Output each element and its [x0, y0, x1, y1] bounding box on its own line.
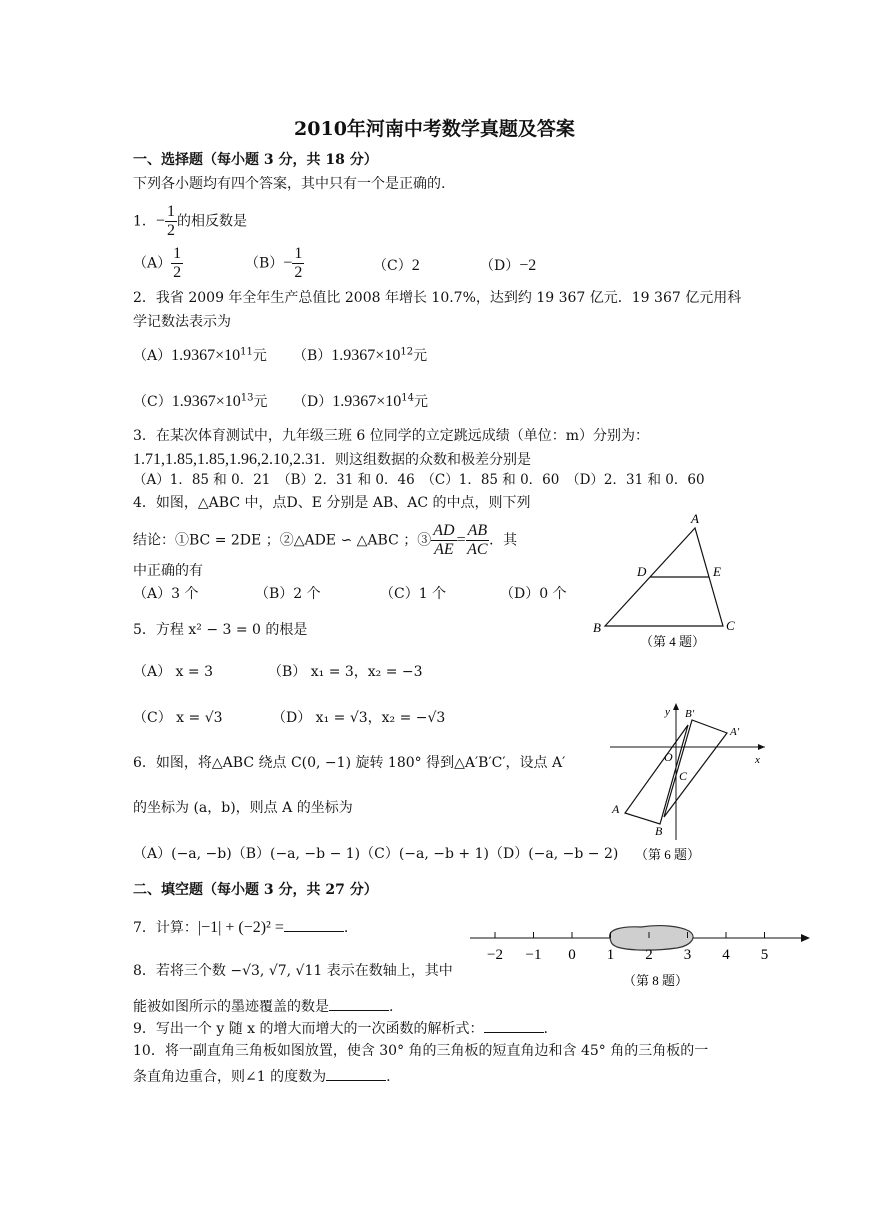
q4-line1: 4．如图，△ABC 中，点D、E 分别是 AB、AC 的中点，则下列 [133, 495, 531, 511]
label-b-prime: B′ [685, 708, 695, 720]
q2-line1: 2．我省 2009 年全年生产总值比 2008 年增长 10.7%，达到约 19 367 亿元．19 367 亿元用科 [133, 290, 742, 306]
q2-option-d: $(D)1.9367\times 10^{14}$元 [293, 392, 428, 410]
label-x: x [755, 754, 760, 766]
q3-line2: 1.71,1.85,1.85,1.96,2.10,2.31．则这组数据的众数和极差分别是 [133, 451, 531, 468]
q8-caption: （第 8 题） [623, 973, 689, 988]
q7-line: 7．计算：|−1| + (−2)² = . [133, 919, 349, 936]
q1-option-d: （D）−2 [480, 257, 537, 274]
tick-label: 4 [722, 947, 730, 963]
q4-line2: 结论：①BC = 2DE ；②△ADE ∽ △ABC ；③ $\frac{AD}{AE}$ = $\frac{AB}{AC}$ ．其 [133, 522, 518, 558]
q5-option-c: （C） x = √3 [133, 710, 223, 726]
q4-option-d: （D）0 个 [500, 586, 567, 602]
q3-line1: 3．在某次体育测试中，九年级三班 6 位同学的立定跳远成绩（单位：m）分别为： [133, 428, 649, 444]
q4-option-a: （A）3 个 [133, 586, 199, 602]
label-b: B [593, 620, 601, 635]
number-line-arrow [801, 934, 810, 942]
q4-caption: （第 4 题） [640, 634, 706, 649]
label-y: y [665, 706, 670, 718]
q9-answer-blank[interactable] [484, 1018, 544, 1033]
q6-figure [605, 700, 775, 865]
question-1 [133, 203, 247, 240]
tick-label: 2 [645, 947, 653, 963]
page-title: 2010年河南中考数学真题及答案 [294, 118, 575, 140]
q2-line2: 学记数法表示为 [133, 314, 231, 330]
label-o: O [664, 750, 673, 764]
q5-option-a: （A） x = 3 [133, 664, 213, 680]
q1-minus: − [155, 212, 165, 230]
q1-fraction: $\frac{1}{2}$ [166, 203, 175, 239]
q4-option-b: （B）2 个 [255, 586, 321, 602]
tick-label: 0 [568, 947, 576, 963]
q5-line: 5．方程 x² − 3 = 0 的根是 [133, 622, 308, 638]
tick-label: −2 [487, 947, 503, 963]
tick-label: 3 [683, 947, 692, 963]
q4-line3: 中正确的有 [133, 563, 203, 579]
section2-heading: 二、填空题（每小题 3 分，共 27 分） [133, 882, 378, 898]
section1-intro: 下列各小题均有四个答案，其中只有一个是正确的. [133, 176, 446, 192]
q8-line2: 能被如图所示的墨迹覆盖的数是 . [133, 996, 393, 1016]
q4-option-c: （C）1 个 [380, 586, 447, 602]
section1-heading: 一、选择题（每小题 3 分，共 18 分） [133, 152, 378, 168]
tick-label: 5 [760, 947, 769, 963]
q6-options: （A）(−a, −b)（B）(−a, −b − 1)（C）(−a, −b + 1)（D）(−a, −b − 2) [133, 846, 619, 862]
q10-line1: 10．将一副直角三角板如图放置，使含 30° 角的三角板的短直角边和含 45° 角的三角板的一 [133, 1043, 709, 1059]
triangle-a1b1c1 [664, 720, 727, 817]
label-c: C [679, 769, 688, 783]
q5-option-b: （B） x₁ = 3，x₂ = −3 [268, 664, 423, 680]
q1-text: 的相反数是 [176, 213, 247, 230]
q8-figure [465, 918, 815, 993]
q1-number: 1． [133, 213, 156, 230]
q3-options: （A）1．85 和 0．21 （B）2．31 和 0．46 （C）1．85 和 0．60 （D）2．31 和 0．60 [133, 472, 705, 488]
q1-option-a: （A） $\frac{1}{2}$ [133, 245, 182, 281]
label-e: E [713, 564, 721, 579]
label-a: A [612, 802, 620, 816]
q10-line2: 条直角边重合，则∠1 的度数为 . [133, 1066, 391, 1086]
q1-option-c: （C）2 [373, 257, 420, 274]
q8-answer-blank[interactable] [329, 996, 389, 1011]
q6-line2: 的坐标为 (a，b)，则点 A 的坐标为 [133, 800, 353, 816]
tick-label: 1 [606, 947, 615, 963]
q5-option-d: （D） x₁ = √3，x₂ = −√3 [272, 710, 446, 726]
q6-caption: （第 6 题） [635, 847, 701, 862]
label-c: C [726, 618, 735, 633]
label-b: B [655, 824, 663, 838]
label-a: A [691, 511, 699, 526]
label-a-prime: A′ [730, 726, 740, 738]
q1-option-b: （B）− $\frac{1}{2}$ [245, 245, 303, 281]
q7-answer-blank[interactable] [284, 917, 344, 932]
q2-option-c: $(C)1.9367\times 10^{13}$元 [133, 392, 268, 410]
q2-option-b: $(B)1.9367\times 10^{12}$元 [293, 346, 428, 364]
q8-line1: 8．若将三个数 −√3, √7, √11 表示在数轴上，其中 [133, 963, 453, 979]
label-d: D [637, 564, 647, 579]
x-axis-arrow [758, 744, 765, 750]
tick-label: −1 [525, 947, 542, 963]
y-axis-arrow [673, 703, 679, 710]
q10-answer-blank[interactable] [326, 1066, 386, 1081]
q2-option-a: $(A)1.9367\times 10^{11}$元 [133, 346, 267, 364]
q9-line: 9．写出一个 y 随 x 的增大而增大的一次函数的解析式： . [133, 1018, 548, 1038]
q6-line1: 6．如图，将△ABC 绕点 C(0, −1) 旋转 180° 得到△A′B′C′，设点 A′ [133, 755, 566, 771]
q4-figure [585, 508, 745, 658]
